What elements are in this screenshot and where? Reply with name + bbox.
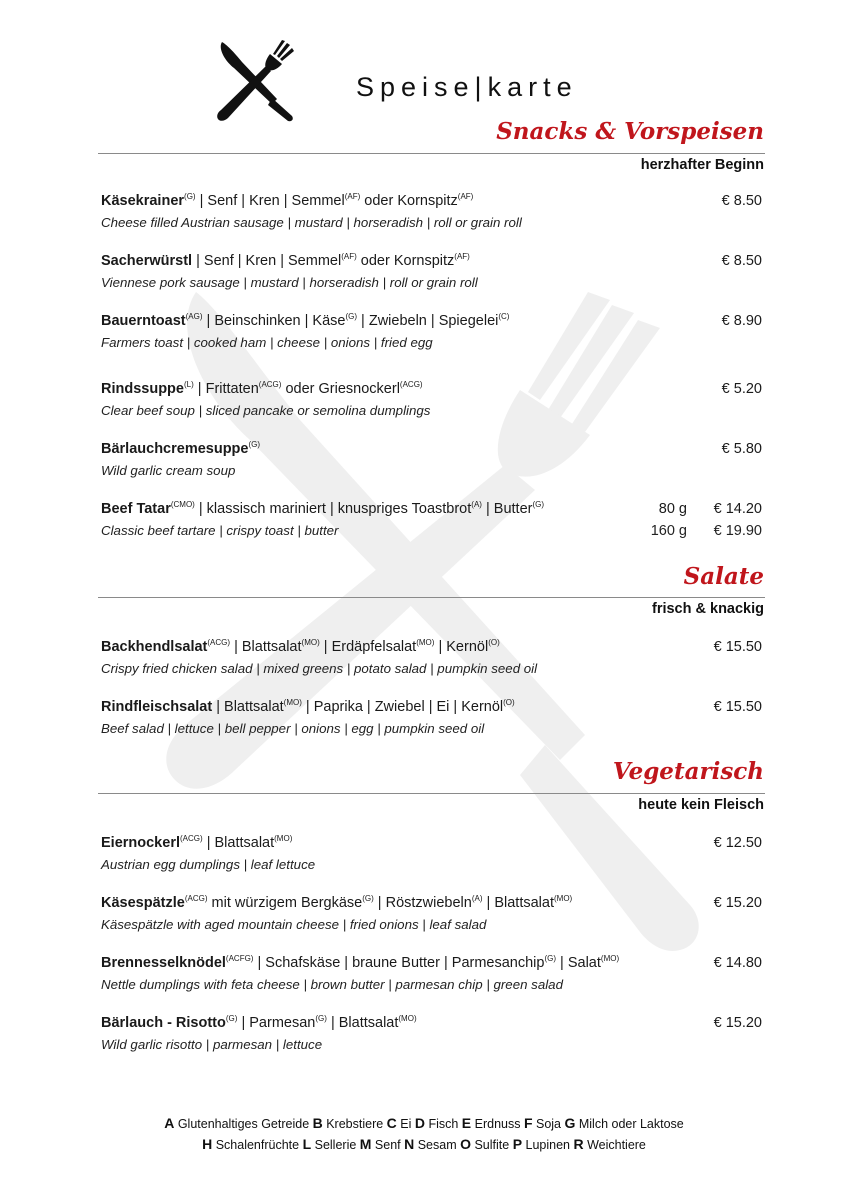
allergen-code: (ACFG) (225, 954, 254, 963)
item-name (101, 895, 572, 911)
item-price: € 8.90 (721, 313, 762, 329)
section-divider (98, 153, 765, 154)
dish-description: | Blattsalat (202, 835, 275, 851)
dish-description: | Kernöl (434, 639, 489, 655)
menu-item (101, 313, 762, 355)
menu-item (101, 253, 762, 295)
dish-description: | Blattsalat (212, 699, 284, 715)
item-price: € 15.50 (713, 699, 762, 715)
allergen-letter: G (564, 1115, 576, 1131)
section-subtitle-salate: frisch & knackig (651, 601, 764, 617)
allergen-label: Senf (371, 1138, 405, 1152)
menu-item (101, 955, 762, 997)
dish-name: Brennesselknödel (101, 955, 226, 971)
item-price: € 14.80 (713, 955, 762, 971)
allergen-code: (MO) (274, 834, 293, 843)
item-price: € 5.20 (721, 381, 762, 397)
item-english: Viennese pork sausage | mustard | horseradish | roll or grain roll (101, 275, 478, 290)
dish-description: | Butter (481, 501, 533, 517)
item-name (101, 501, 544, 517)
allergen-label: Sellerie (311, 1138, 360, 1152)
dish-name: Bärlauch - Risotto (101, 1015, 226, 1031)
dish-name: Rindssuppe (101, 381, 184, 397)
allergen-label: Sesam (414, 1138, 461, 1152)
item-name (101, 955, 619, 971)
allergen-code: (ACG) (180, 834, 203, 843)
item-name (101, 835, 292, 851)
menu-item (101, 441, 762, 483)
item-price: € 8.50 (721, 253, 762, 269)
allergen-letter: O (460, 1136, 471, 1152)
allergen-label: Lupinen (522, 1138, 574, 1152)
dish-description: | Paprika | Zwiebel | Ei | Kernöl (301, 699, 504, 715)
item-english: Classic beef tartare | crispy toast | butter (101, 523, 339, 538)
item-english: Wild garlic risotto | parmesan | lettuce (101, 1037, 323, 1052)
menu-item (101, 895, 762, 937)
allergen-code: (ACG) (184, 894, 208, 903)
item-name (101, 381, 423, 397)
allergen-letter: M (359, 1136, 372, 1152)
allergen-letter: D (414, 1115, 425, 1131)
section-title-salate: Salate (683, 563, 764, 590)
dish-name: Bärlauchcremesuppe (101, 441, 249, 457)
allergen-legend-line-2 (0, 1136, 848, 1152)
item-price: € 5.80 (721, 441, 762, 457)
section-divider (98, 793, 765, 794)
allergen-code: (MO) (553, 894, 573, 903)
item-name (101, 253, 470, 269)
item-price: € 8.50 (721, 193, 762, 209)
allergen-code: (ACG) (399, 380, 423, 389)
allergen-code: (C) (498, 312, 510, 321)
section-subtitle-vegetarisch: heute kein Fleisch (638, 797, 764, 813)
item-english: Austrian egg dumplings | leaf lettuce (101, 857, 316, 872)
allergen-code: (G) (248, 440, 261, 449)
allergen-code: (G) (362, 894, 374, 903)
allergen-code: (G) (315, 1014, 327, 1023)
dish-description: | Erdäpfelsalat (319, 639, 417, 655)
allergen-code: (CMO) (170, 500, 195, 509)
allergen-label: Krebstiere (322, 1117, 387, 1131)
item-price: € 15.50 (713, 639, 762, 655)
allergen-code: (AF) (454, 252, 470, 261)
item-english: Wild garlic cream soup (101, 463, 236, 478)
section-divider (98, 597, 765, 598)
allergen-code: (G) (544, 954, 557, 963)
allergen-code: (ACG) (258, 380, 282, 389)
item-english: Clear beef soup | sliced pancake or semolina dumplings (101, 403, 431, 418)
allergen-letter: P (512, 1136, 523, 1152)
allergen-label: Schalenfrüchte (212, 1138, 303, 1152)
knife-and-fork-icon (216, 38, 300, 122)
dish-description: | Senf | Kren | Semmel (195, 193, 345, 209)
allergen-code: (G) (532, 500, 545, 509)
allergen-letter: R (573, 1136, 584, 1152)
dish-description: | Zwiebeln | Spiegelei (357, 313, 499, 329)
dish-name: Käsekrainer (101, 193, 185, 209)
menu-item (101, 835, 762, 877)
allergen-code: (G) (225, 1014, 238, 1023)
allergen-code: (G) (345, 312, 358, 321)
allergen-letter: C (386, 1115, 397, 1131)
item-english: Crispy fried chicken salad | mixed greens | potato salad | pumpkin seed oil (101, 661, 538, 676)
section-subtitle-snacks: herzhafter Beginn (640, 157, 764, 173)
menu-item (101, 381, 762, 423)
item-english: Beef salad | lettuce | bell pepper | onions | egg | pumpkin seed oil (101, 721, 485, 736)
item-english: Farmers toast | cooked ham | cheese | onions | fried egg (101, 335, 433, 350)
dish-name: Rindfleischsalat (101, 699, 213, 715)
allergen-code: (A) (471, 500, 482, 509)
dish-name: Bauerntoast (101, 313, 186, 329)
allergen-letter: N (404, 1136, 415, 1152)
item-name (101, 313, 509, 329)
allergen-letter: E (461, 1115, 472, 1131)
allergen-label: Weichtiere (583, 1138, 646, 1152)
item-portion: 80 g (658, 501, 687, 517)
dish-description: | Blattsalat (230, 639, 302, 655)
allergen-code: (MO) (301, 638, 320, 647)
dish-description: | Schafskäse | braune Butter | Parmesanchip (253, 955, 545, 971)
item-english: Cheese filled Austrian sausage | mustard | horseradish | roll or grain roll (101, 215, 522, 230)
allergen-label: Erdnuss (471, 1117, 524, 1131)
allergen-code: (MO) (398, 1014, 417, 1023)
allergen-code: (O) (488, 638, 500, 647)
allergen-label: Sulfite (471, 1138, 513, 1152)
allergen-code: (MO) (416, 638, 435, 647)
dish-name: Backhendlsalat (101, 639, 208, 655)
dish-name: Beef Tatar (101, 501, 171, 517)
allergen-code: (L) (183, 380, 194, 389)
item-name (101, 699, 515, 715)
allergen-legend-line-1 (0, 1115, 848, 1131)
allergen-label: Milch oder Laktose (575, 1117, 684, 1131)
item-name (101, 1015, 417, 1031)
menu-item (101, 699, 762, 741)
menu-item (101, 639, 762, 681)
item-name (101, 639, 500, 655)
allergen-label: Soja (532, 1117, 565, 1131)
allergen-code: (MO) (283, 698, 302, 707)
allergen-code: (G) (184, 192, 196, 201)
item-name (101, 193, 473, 209)
section-title-snacks: Snacks & Vorspeisen (496, 118, 764, 145)
allergen-letter: A (164, 1115, 175, 1131)
item-price: € 12.50 (713, 835, 762, 851)
allergen-code: (ACG) (207, 638, 231, 647)
dish-name: Käsespätzle (101, 895, 185, 911)
dish-description: | klassisch mariniert | knuspriges Toastbrot (194, 501, 472, 517)
dish-description: | Senf | Kren | Semmel (192, 253, 342, 269)
dish-description: | Röstzwiebeln (373, 895, 472, 911)
dish-name: Eiernockerl (101, 835, 180, 851)
dish-description: | Beinschinken | Käse (202, 313, 346, 329)
item-english: Nettle dumplings with feta cheese | brown butter | parmesan chip | green salad (101, 977, 563, 992)
allergen-code: (AF) (344, 192, 361, 201)
dish-description: oder Griesnockerl (281, 381, 400, 397)
dish-description: mit würzigem Bergkäse (207, 895, 363, 911)
allergen-label: Ei (396, 1117, 415, 1131)
dish-description: | Blattsalat (482, 895, 554, 911)
allergen-letter: B (312, 1115, 323, 1131)
item-price-large: € 19.90 (713, 523, 762, 539)
menu-item (101, 501, 762, 543)
allergen-code: (AF) (341, 252, 357, 261)
item-price: € 14.20 (713, 501, 762, 517)
allergen-letter: H (202, 1136, 213, 1152)
dish-description: | Frittaten (193, 381, 259, 397)
dish-description: oder Kornspitz (360, 193, 458, 209)
item-portion-large: 160 g (650, 523, 687, 539)
dish-description: | Parmesan (237, 1015, 316, 1031)
allergen-label: Fisch (424, 1117, 462, 1131)
item-price: € 15.20 (713, 1015, 762, 1031)
dish-name: Sacherwürstl (101, 253, 193, 269)
allergen-letter: F (523, 1115, 533, 1131)
allergen-code: (MO) (600, 954, 620, 963)
section-title-vegetarisch: Vegetarisch (612, 758, 764, 785)
allergen-code: (AF) (457, 192, 474, 201)
dish-description: | Salat (556, 955, 601, 971)
item-price: € 15.20 (713, 895, 762, 911)
menu-item (101, 193, 762, 235)
dish-description: oder Kornspitz (356, 253, 455, 269)
item-english: Käsespätzle with aged mountain cheese | fried onions | leaf salad (101, 917, 487, 932)
allergen-letter: L (302, 1136, 312, 1152)
allergen-code: (A) (471, 894, 483, 903)
page-title: Speise|karte (356, 72, 578, 102)
dish-description: | Blattsalat (326, 1015, 399, 1031)
allergen-code: (O) (503, 698, 515, 707)
item-name (101, 441, 260, 457)
menu-item (101, 1015, 762, 1057)
allergen-label: Glutenhaltiges Getreide (174, 1117, 313, 1131)
allergen-code: (AG) (185, 312, 203, 321)
